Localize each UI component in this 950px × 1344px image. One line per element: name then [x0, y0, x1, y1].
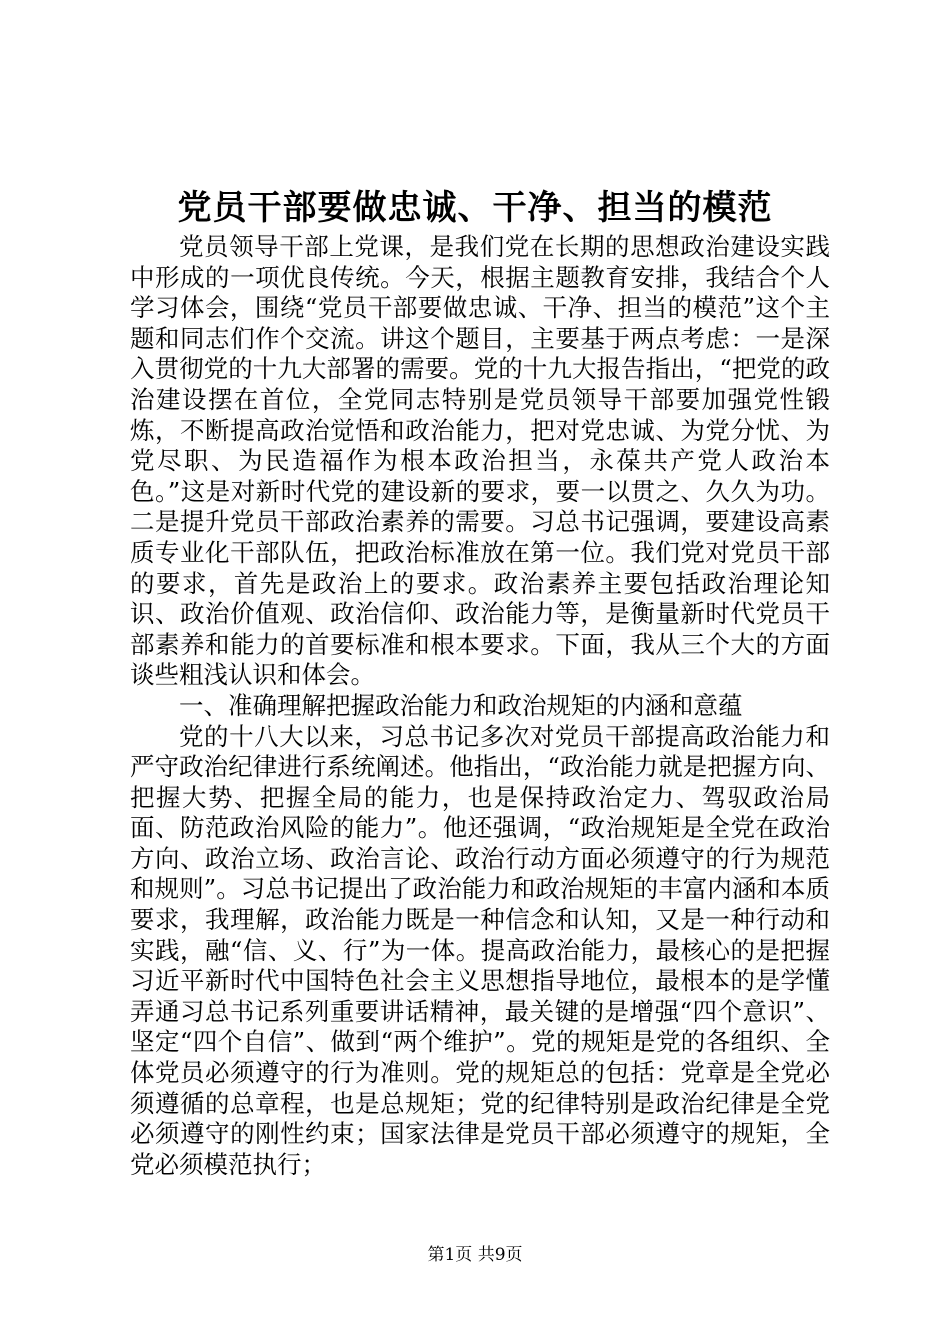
document-title: 党员干部要做忠诚、干净、担当的模范 [177, 188, 773, 228]
intro-paragraph: 党员领导干部上党课，是我们党在长期的思想政治建设实践中形成的一项优良传统。今天，根据主题教育安排，我结合个人学习体会，围绕“党员干部要做忠诚、干净、担当的模范”这个主题和同志们作个交流。讲这个题目，主要基于两点考虑：一是深入贯彻党的十九大部署的需要。党的十九大报告指出，“把党的政治建设摆在首位，全党同志特别是党员领导干部要加强党性锻炼，不断提高政治觉悟和政治能力，把对党忠诚、为党分忧、为党尽职、为民造福作为根本政治担当，永葆共产党人政治本色。”这是对新时代党的建设新的要求，要一以贯之、久久为功。二是提升党员干部政治素养的需要。习总书记强调，要建设高素质专业化干部队伍，把政治标准放在第一位。我们党对党员干部的要求，首先是政治上的要求。政治素养主要包括政治理论知识、政治价值观、政治信仰、政治能力等，是衡量新时代党员干部素养和能力的首要标准和根本要求。下面，我从三个大的方面谈些粗浅认识和体会。 [130, 232, 830, 690]
document-body [130, 232, 830, 1180]
section-heading: 一、准确理解把握政治能力和政治规矩的内涵和意蕴 [179, 690, 743, 720]
page-footer: 第1页 共9页 [427, 1245, 523, 1265]
section-paragraph: 党的十八大以来，习总书记多次对党员干部提高政治能力和严守政治纪律进行系统阐述。他指出，“政治能力就是把握方向、把握大势、把握全局的能力，也是保持政治定力、驾驭政治局面、防范政治风险的能力”。他还强调，“政治规矩是全党在政治方向、政治立场、政治言论、政治行动方面必须遵守的行为规范和规则”。习总书记提出了政治能力和政治规矩的丰富内涵和本质要求，我理解，政治能力既是一种信念和认知，又是一种行动和实践，融“信、义、行”为一体。提高政治能力，最核心的是把握习近平新时代中国特色社会主义思想指导地位，最根本的是学懂弄通习总书记系列重要讲话精神，最关键的是增强“四个意识”、坚定“四个自信”、做到“两个维护”。党的规矩是党的各组织、全体党员必须遵守的行为准则。党的规矩总的包括：党章是全党必须遵循的总章程，也是总规矩；党的纪律特别是政治纪律是全党必须遵守的刚性约束；国家法律是党员干部必须遵守的规矩，全党必须模范执行； [130, 721, 830, 1179]
